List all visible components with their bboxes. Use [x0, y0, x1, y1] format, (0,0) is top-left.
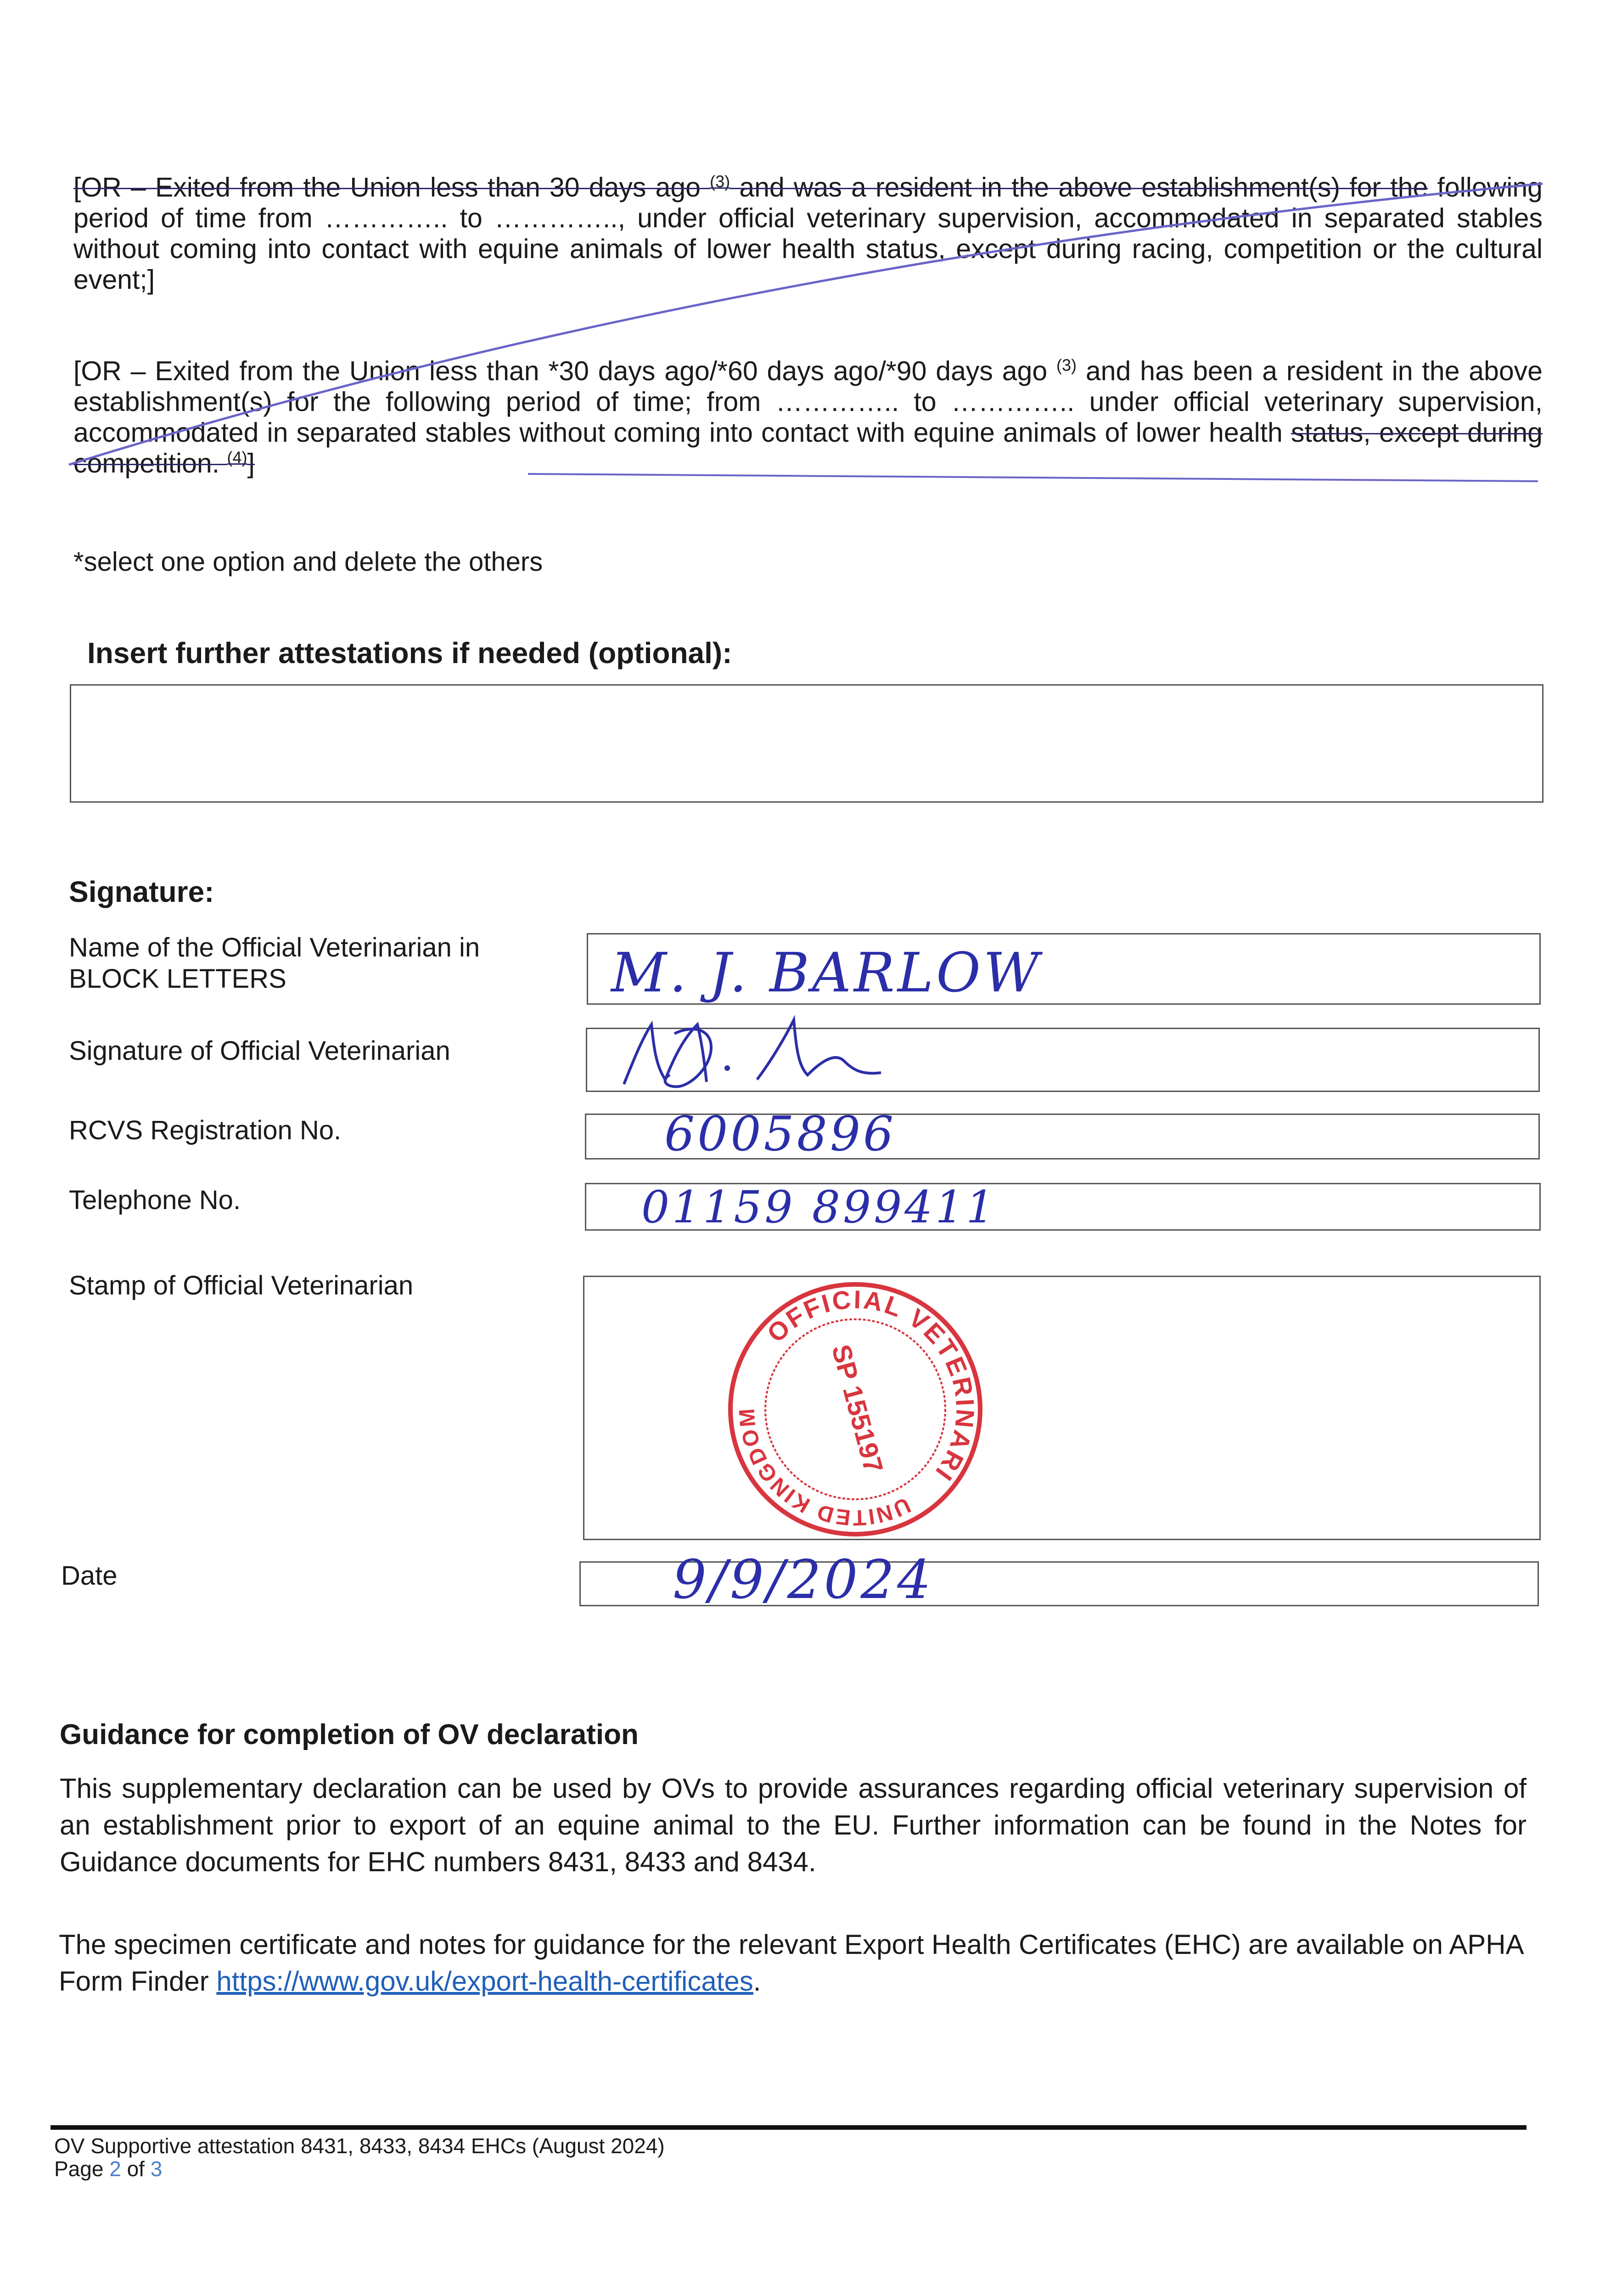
guidance-paragraph-1: This supplementary declaration can be used by OVs to provide assurances regarding official veterinary supervision of an establishment prior to export of an equine animal to the EU. Further information can be found in the Notes for Guidance documents for EHC numbers 8431, 8433 and 8434.	[60, 1773, 1527, 1877]
official-veterinarian-stamp	[713, 1267, 998, 1552]
option-1-intro: [OR – Exited from the Union less than 30 days ago $^{(3)}$ and was a resident in the above establishment(s) for the	[73, 172, 1428, 203]
telephone-field[interactable]	[585, 1183, 1541, 1231]
stamp-top-text: OFFICIAL VETERINARIAN	[761, 1284, 980, 1488]
telephone-value: 01159 899411	[641, 1182, 997, 1233]
guidance-heading: Guidance for completion of OV declaration	[60, 1719, 639, 1750]
name-value: M. J. BARLOW	[611, 941, 1042, 1004]
rcvs-field[interactable]	[585, 1106, 1540, 1162]
telephone-label: Telephone No.	[69, 1185, 241, 1215]
stamp-label: Stamp of Official Veterinarian	[69, 1271, 414, 1300]
stamp-field[interactable]	[583, 1276, 1541, 1540]
option-2-paragraph: [OR – Exited from the Union less than *30 days ago/*60 days ago/*90 days ago $^{(3)}$ and has been a resident in the above establishment(s) for the following period of time; from ………….. to ………….. under official veterinary supervision, accommodated in separated stables without coming into contact with equine animals of lower health status, except during competition. $^{(4)}$]	[73, 355, 1543, 478]
option-2-struck-end: status, except during competition. $^{(4)}$]	[73, 417, 1543, 478]
option-1-body: following period of time from ………….. to ………….., under official veterinary supervision, accommodated in separated stables without coming into contact with equine animals of lower health status, except during racing, competition or the cultural event;]	[73, 172, 1543, 295]
handwritten-signature	[606, 1006, 954, 1098]
further-attestations-field[interactable]	[70, 684, 1543, 803]
date-label: Date	[61, 1561, 118, 1591]
date-field[interactable]	[579, 1549, 1539, 1611]
signature-label: Signature of Official Veterinarian	[69, 1036, 450, 1066]
stamp-center-text: SP 155197	[825, 1341, 889, 1476]
guidance-paragraph-2: The specimen certificate and notes for guidance for the relevant Export Health Certificates (EHC) are available on APHA Form Finder https://www.gov.uk/export-health-certificates.	[59, 1929, 1523, 1997]
date-value: 9/9/2024	[673, 1549, 934, 1611]
rcvs-value: 6005896	[664, 1106, 897, 1162]
further-attestations-heading: Insert further attestations if needed (optional):	[87, 636, 732, 670]
name-field[interactable]	[587, 933, 1541, 1005]
page-total: 3	[150, 2157, 163, 2181]
handwritten-strike-lines	[0, 0, 1622, 505]
footer-page: Page 2 of 3	[54, 2157, 163, 2181]
footer-rule	[51, 2125, 1527, 2130]
export-health-certificates-link[interactable]: https://www.gov.uk/export-health-certificates	[216, 1966, 753, 1997]
signature-field[interactable]	[586, 1028, 1540, 1092]
option-2-body: and has been a resident in the above establishment(s) for the following period of time; from ………….. to ………….. under official veterinary supervision, accommodated in separated stables without coming into contact with equine animals of lower health	[73, 356, 1543, 448]
option-2-intro: [OR – Exited from the Union less than *30 days ago/*60 days ago/*90 days ago	[73, 356, 1057, 386]
rcvs-label: RCVS Registration No.	[69, 1115, 342, 1145]
footer-title: OV Supportive attestation 8431, 8433, 8434 EHCs (August 2024)	[54, 2134, 665, 2158]
signature-heading: Signature:	[69, 875, 214, 908]
select-note: *select one option and delete the others	[73, 547, 543, 577]
page-number: 2	[109, 2157, 121, 2181]
stamp-left-text: UNITED KINGDOM	[735, 1406, 915, 1530]
name-label: Name of the Official Veterinarian in BLOCK LETTERS	[69, 933, 480, 994]
